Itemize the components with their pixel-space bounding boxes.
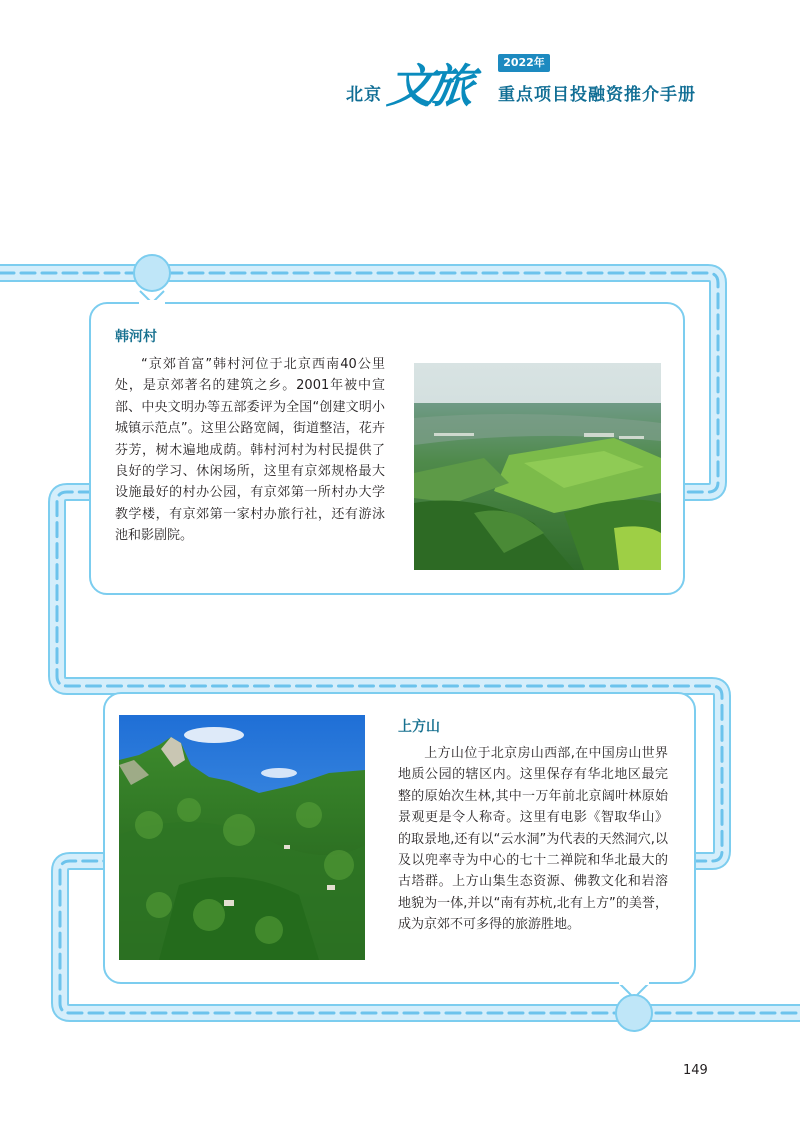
page-number: 149: [683, 1063, 708, 1078]
header-subtitle: 重点项目投融资推介手册: [498, 85, 696, 105]
section-title: 韩河村: [115, 329, 157, 345]
section-title: 上方山: [398, 719, 440, 735]
header-brand-logo: 文旅: [384, 59, 471, 113]
section-body: 上方山位于北京房山西部,在中国房山世界地质公园的辖区内。这里保存有华北地区最完整的原始次生林,其中一万年前北京阔叶林原始景观更是令人称奇。这里有电影《智取华山》的取景地,还有以“云水洞”为代表的天然洞穴,以及以兜率寺为中心的七十二禅院和华北最大的古塔群。上方山集生态资源、佛教文化和岩溶地貌为一体,并以“南有苏杭,北有上方”的美誉，成为京郊不可多得的旅游胜地。: [398, 746, 668, 933]
header-prefix: 北京: [346, 85, 382, 105]
section-body: “京郊首富”韩村河位于北京西南40公里处，是京郊著名的建筑之乡。2001年被中宣部、中央文明办等五部委评为全国“创建文明小城镇示范点”。这里公路宽阔，街道整洁，花卉芬芳，树木遍地成荫。韩村河村为村民提供了良好的学习、休闲场所，这里有京郊规格最大设施最好的村办公园，有京郊第一所村办大学教学楼，有京郊第一家村办旅行社，还有游泳池和影剧院。: [115, 357, 385, 544]
header-year-badge: 2022年: [498, 54, 550, 72]
